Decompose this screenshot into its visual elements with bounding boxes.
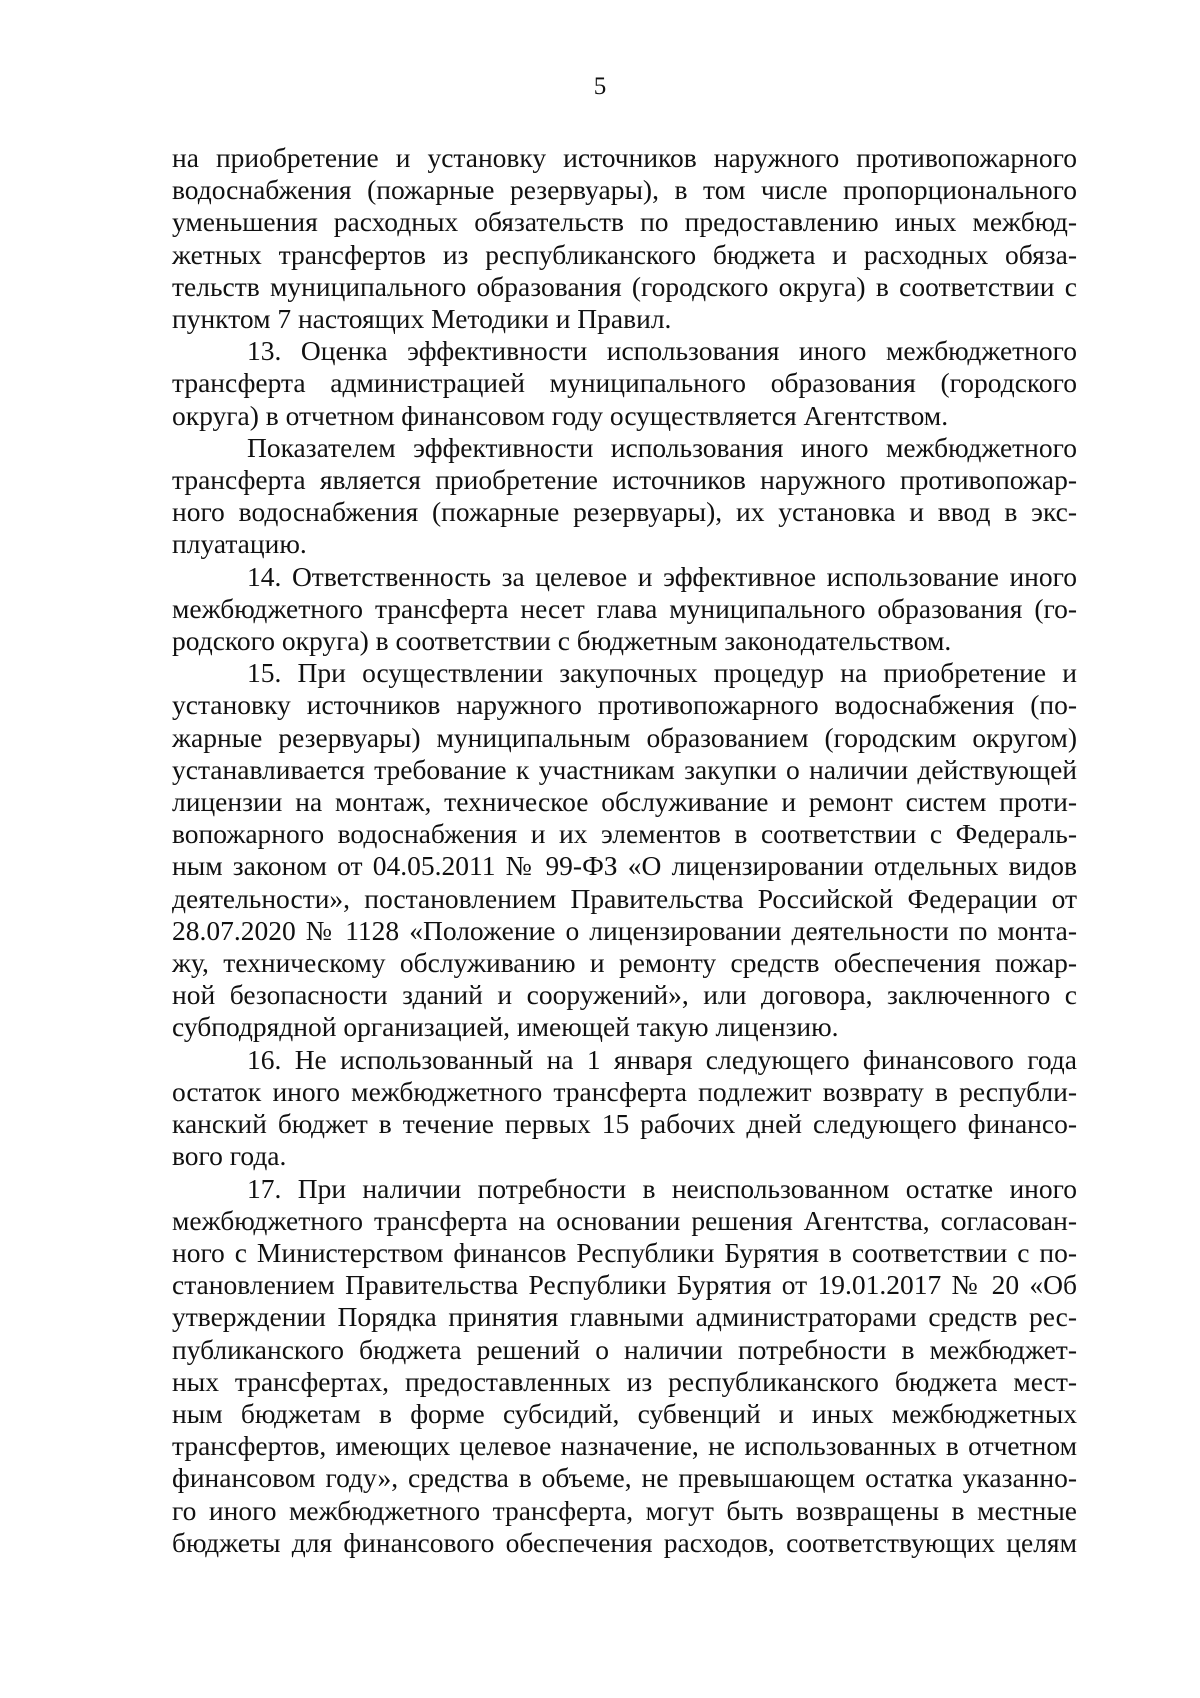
text-line: водоснабжения (пожарные резервуары), в том числе пропорционального bbox=[172, 174, 1077, 206]
paragraph-p-16 bbox=[172, 1044, 1077, 1173]
paragraph-p-15 bbox=[172, 657, 1077, 1043]
text-line: трансферта является приобретение источников наружного противопожар- bbox=[172, 464, 1077, 496]
page-number: 5 bbox=[593, 73, 607, 100]
text-line: ного с Министерством финансов Республики Бурятия в соответствии с по- bbox=[172, 1236, 1077, 1268]
text-line: жарные резервуары) муниципальным образованием (городским округом) bbox=[172, 721, 1077, 753]
paragraph-p-13-indicator bbox=[172, 432, 1077, 561]
text-line: жу, техническому обслуживанию и ремонту средств обеспечения пожар- bbox=[172, 947, 1077, 979]
text-line: на приобретение и установку источников наружного противопожарного bbox=[172, 142, 1077, 173]
paragraph-p-continuation bbox=[172, 142, 1077, 335]
text-line: трансфертов, имеющих целевое назначение, не использованных в отчетном bbox=[172, 1430, 1077, 1462]
text-line: вого года. bbox=[172, 1140, 287, 1172]
text-line: ным бюджетам в форме субсидий, субвенций и иных межбюджетных bbox=[172, 1397, 1077, 1429]
text-line: межбюджетного трансферта на основании решения Агентства, согласован- bbox=[172, 1204, 1077, 1236]
text-line: 28.07.2020 № 1128 «Положение о лицензировании деятельности по монта- bbox=[172, 914, 1077, 946]
text-line: вопожарного водоснабжения и их элементов в соответствии с Федераль- bbox=[172, 818, 1077, 850]
text-line: 14. Ответственность за целевое и эффективное использование иного bbox=[247, 560, 1077, 592]
text-line: округа) в отчетном финансовом году осуществляется Агентством. bbox=[172, 399, 949, 431]
text-line: го иного межбюджетного трансферта, могут быть возвращены в местные bbox=[172, 1494, 1077, 1526]
text-line: пунктом 7 настоящих Методики и Правил. bbox=[172, 303, 672, 335]
paragraph-p-17 bbox=[172, 1173, 1077, 1559]
text-line: трансферта администрацией муниципального образования (городского bbox=[172, 367, 1077, 399]
text-line: 15. При осуществлении закупочных процедур на приобретение и bbox=[247, 657, 1077, 689]
text-line: жетных трансфертов из республиканского бюджета и расходных обяза- bbox=[172, 238, 1077, 270]
text-line: публиканского бюджета решений о наличии потребности в межбюджет- bbox=[172, 1333, 1077, 1365]
text-line: родского округа) в соответствии с бюджетным законодательством. bbox=[172, 625, 952, 657]
text-line: ной безопасности зданий и сооружений», или договора, заключенного с bbox=[172, 979, 1077, 1011]
text-line: деятельности», постановлением Правительства Российской Федерации от bbox=[172, 882, 1077, 914]
text-line: бюджеты для финансового обеспечения расходов, соответствующих целям bbox=[172, 1526, 1077, 1558]
text-line: межбюджетного трансферта несет глава муниципального образования (го- bbox=[172, 592, 1077, 624]
text-line: плуатацию. bbox=[172, 528, 307, 560]
text-line: лицензии на монтаж, техническое обслуживание и ремонт систем проти- bbox=[172, 786, 1077, 818]
text-line: ного водоснабжения (пожарные резервуары), их установка и ввод в экс- bbox=[172, 496, 1077, 528]
text-line: остаток иного межбюджетного трансферта подлежит возврату в республи- bbox=[172, 1075, 1077, 1107]
text-line: 16. Не использованный на 1 января следующего финансового года bbox=[247, 1043, 1077, 1075]
text-line: ных трансфертах, предоставленных из республиканского бюджета мест- bbox=[172, 1365, 1077, 1397]
text-line: установку источников наружного противопожарного водоснабжения (по- bbox=[172, 689, 1077, 721]
text-line: канский бюджет в течение первых 15 рабочих дней следующего финансо- bbox=[172, 1108, 1077, 1140]
text-line: финансовом году», средства в объеме, не превышающем остатка указанно- bbox=[172, 1462, 1077, 1494]
paragraph-p-14 bbox=[172, 561, 1077, 658]
text-line: уменьшения расходных обязательств по предоставлению иных межбюд- bbox=[172, 206, 1077, 238]
text-line: 13. Оценка эффективности использования иного межбюджетного bbox=[247, 335, 1077, 367]
text-line: Показателем эффективности использования иного межбюджетного bbox=[247, 431, 1077, 463]
text-line: ным законом от 04.05.2011 № 99-ФЗ «О лицензировании отдельных видов bbox=[172, 850, 1077, 882]
paragraph-p-13 bbox=[172, 335, 1077, 432]
text-line: субподрядной организацией, имеющей такую лицензию. bbox=[172, 1011, 839, 1043]
text-line: 17. При наличии потребности в неиспользованном остатке иного bbox=[247, 1172, 1077, 1204]
document-body bbox=[172, 142, 1077, 1559]
text-line: тельств муниципального образования (городского округа) в соответствии с bbox=[172, 270, 1077, 302]
text-line: устанавливается требование к участникам закупки о наличии действующей bbox=[172, 753, 1077, 785]
text-line: становлением Правительства Республики Бурятия от 19.01.2017 № 20 «Об bbox=[172, 1269, 1077, 1301]
text-line: утверждении Порядка принятия главными администраторами средств рес- bbox=[172, 1301, 1077, 1333]
